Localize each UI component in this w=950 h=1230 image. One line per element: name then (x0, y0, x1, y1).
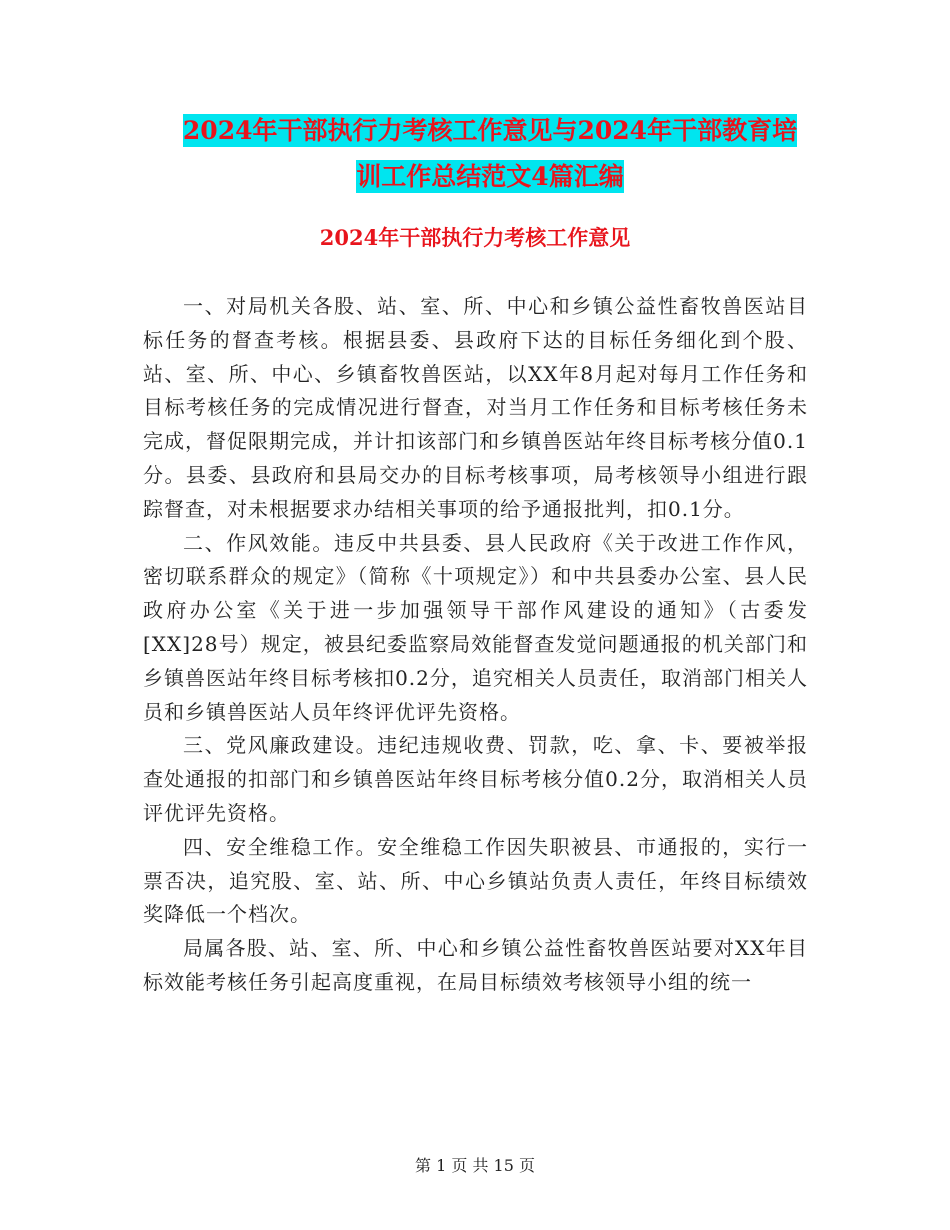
paragraph: 局属各股、站、室、所、中心和乡镇公益性畜牧兽医站要对XX年目标效能考核任务引起高度重视，在局目标绩效考核领导小组的统一 (143, 936, 808, 994)
title-line-2: 训工作总结范文4篇汇编 (356, 162, 624, 191)
paragraph: 四、安全维稳工作。安全维稳工作因失职被县、市通报的，实行一票否决，追究股、室、站、所、中心乡镇站负责人责任，年终目标绩效奖降低一个档次。 (143, 834, 808, 927)
page-footer: 第 1 页 共 15 页 (415, 1156, 535, 1175)
title-line-1: 2024年干部执行力考核工作意见与2024年干部教育培 (182, 116, 798, 145)
paragraph: 三、党风廉政建设。违纪违规收费、罚款，吃、拿、卡、要被举报查处通报的扣部门和乡镇兽医站年终目标考核分值0.2分，取消相关人员评优评先资格。 (143, 733, 808, 825)
document-title (140, 108, 840, 200)
paragraph: 一、对局机关各股、站、室、所、中心和乡镇公益性畜牧兽医站目标任务的督查考核。根据县委、县政府下达的目标任务细化到个股、站、室、所、中心、乡镇畜牧兽医站，以XX年8月起对每月工作任务和目标考核任务的完成情况进行督查，对当月工作任务和目标考核任务未完成，督促限期完成，并计扣该部门和乡镇兽医站年终目标考核分值0.1分。县委、县政府和县局交办的目标考核事项，局考核领导小组进行跟踪督查，对未根据要求办结相关事项的给予通报批判，扣0.1分。 (143, 294, 808, 521)
section-title: 2024年干部执行力考核工作意见 (319, 225, 631, 250)
document-body (143, 290, 808, 1000)
paragraph: 二、作风效能。违反中共县委、县人民政府《关于改进工作作风，密切联系群众的规定》（简称《十项规定》）和中共县委办公室、县人民政府办公室《关于进一步加强领导干部作风建设的通知》（古委发[XX]28号）规定，被县纪委监察局效能督查发觉问题通报的机关部门和乡镇兽医站年终目标考核扣0.2分，追究相关人员责任，取消部门相关人员和乡镇兽医站人员年终评优评先资格。 (143, 530, 808, 724)
